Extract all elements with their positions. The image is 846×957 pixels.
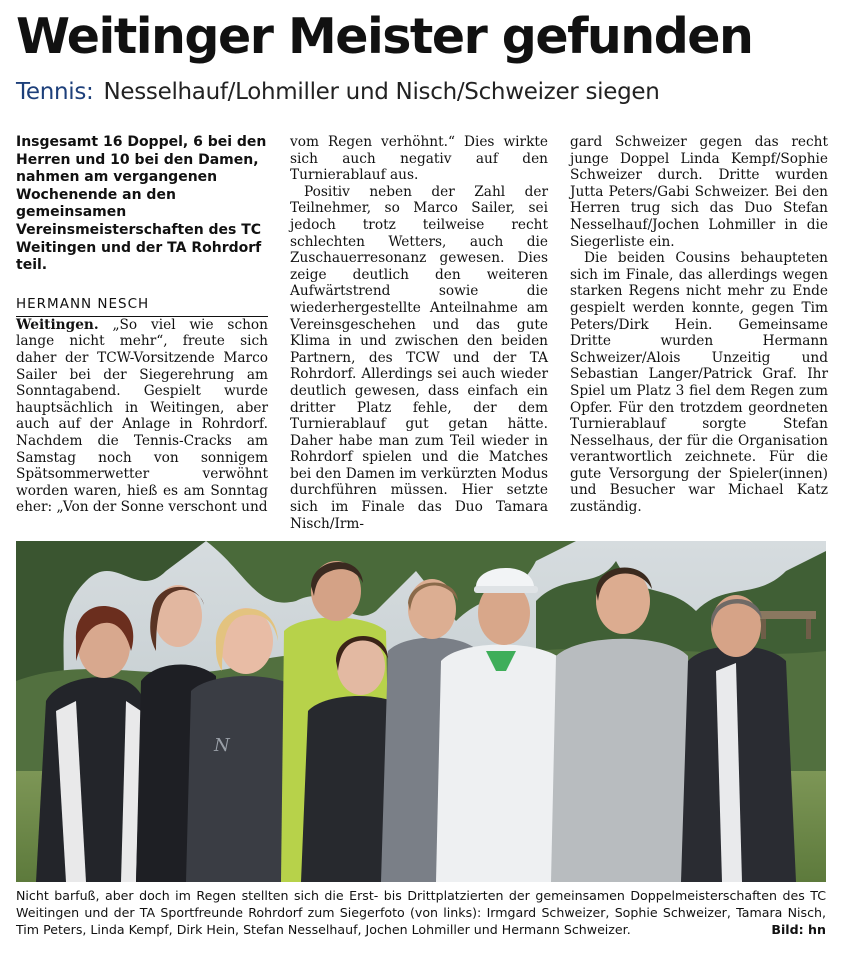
body-paragraph: Die beiden Cousins behaupteten sich im Finale, das allerdings wegen starken Regens nicht mehr zu Ende gespielt werden konnte, gegen Tim Peters/Dirk Hein. Gemeinsame Dritte wurden Hermann Schweizer/Alois Unzeitig und Sebastian Langer/Patrick Graf. Ihr Spiel um Platz 3 fiel dem Regen zum Opfer. Für den trotzdem geordneten Turnierablauf sorgte Stefan Nesselhaus, der für die Organisation verantwortlich zeichnete. Für die gute Versorgung der Spieler(innen) und Besucher war Michael Katz zuständig. <box>570 250 828 516</box>
photo-caption: Nicht barfuß, aber doch im Regen stellten sich die Erst- bis Drittplatzierten der gemeinsamen Doppelmeisterschaften des TC Weitingen und der TA Sportfreunde Rohrdorf zum Siegerfoto (von links): Irmgard Schweizer, Sophie Schweizer, Tamara Nisch, Tim Peters, Linda Kempf, Dirk Hein, Stefan Nesselhauf, Jochen Lohmiller und Hermann Schweizer. <box>16 888 826 937</box>
article-column-3 <box>570 134 828 516</box>
subheadline <box>16 76 660 108</box>
body-paragraph: Positiv neben der Zahl der Teilnehmer, so Marco Sailer, sei jedoch trotz teilweise recht schlechten Wetters, auch die Zuschauerresonanz gewesen. Dies zeige deutlich den weiteren Aufwärtstrend sowie die wiederhergestellte Anteilnahme am Vereinsgeschehen und das gute Klima in und zwischen den beiden Partnern, des TCW und der TA Rohrdorf. Allerdings sei auch wieder deutlich gewesen, dass einfach ein dritter Platz fehle, der dem Turnierablauf gut getan hätte. Daher habe man zum Teil wieder in Rohrdorf spielen und die Matches bei den Damen im verkürzten Modus durchführen müssen. Hier setzte sich im Finale das Duo Tamara Nisch/Irm- <box>290 183 548 532</box>
photo-credit: Bild: hn <box>771 922 826 937</box>
author-byline: HERMANN NESCH <box>16 295 268 317</box>
headline: Weitinger Meister gefunden <box>16 8 753 65</box>
deck: Nesselhauf/Lohmiller und Nisch/Schweizer siegen <box>103 79 660 105</box>
dateline: Weitingen. <box>16 316 99 333</box>
article-column-1 <box>16 134 268 516</box>
body-paragraph: vom Regen verhöhnt.“ Dies wirkte sich auch negativ auf den Turnierablauf aus. <box>290 134 548 184</box>
lead-paragraph: Insgesamt 16 Doppel, 6 bei den Herren und 10 bei den Damen, nahmen am vergangenen Wochenende an den gemeinsamen Vereinsmeisterschaften des TC Weitingen und der TA Rohrdorf teil. <box>16 134 267 274</box>
svg-text:N: N <box>214 735 230 756</box>
article-column-2 <box>290 134 548 532</box>
body-text: „So viel wie schon lange nicht mehr“, freute sich daher der TCW-Vorsitzende Marco Sailer bei der Siegerehrung am Sonntagabend. Gespielt wurde hauptsächlich in Weitingen, aber auch auf der Anlage in Rohrdorf. Nachdem die Tennis-Cracks am Samstag noch von sonnigem Spätsommerwetter verwöhnt worden waren, hieß es am Sonntag eher: „Von der Sonne verschont und <box>16 316 268 516</box>
kicker: Tennis: <box>16 79 94 105</box>
group-photo <box>16 541 826 882</box>
body-paragraph <box>16 317 268 516</box>
body-paragraph: gard Schweizer gegen das recht junge Doppel Linda Kempf/Sophie Schweizer durch. Dritte wurden Jutta Peters/Gabi Schweizer. Bei den Herren trug sich das Duo Stefan Nesselhauf/Jochen Lohmiller in die Siegerliste ein. <box>570 134 828 250</box>
